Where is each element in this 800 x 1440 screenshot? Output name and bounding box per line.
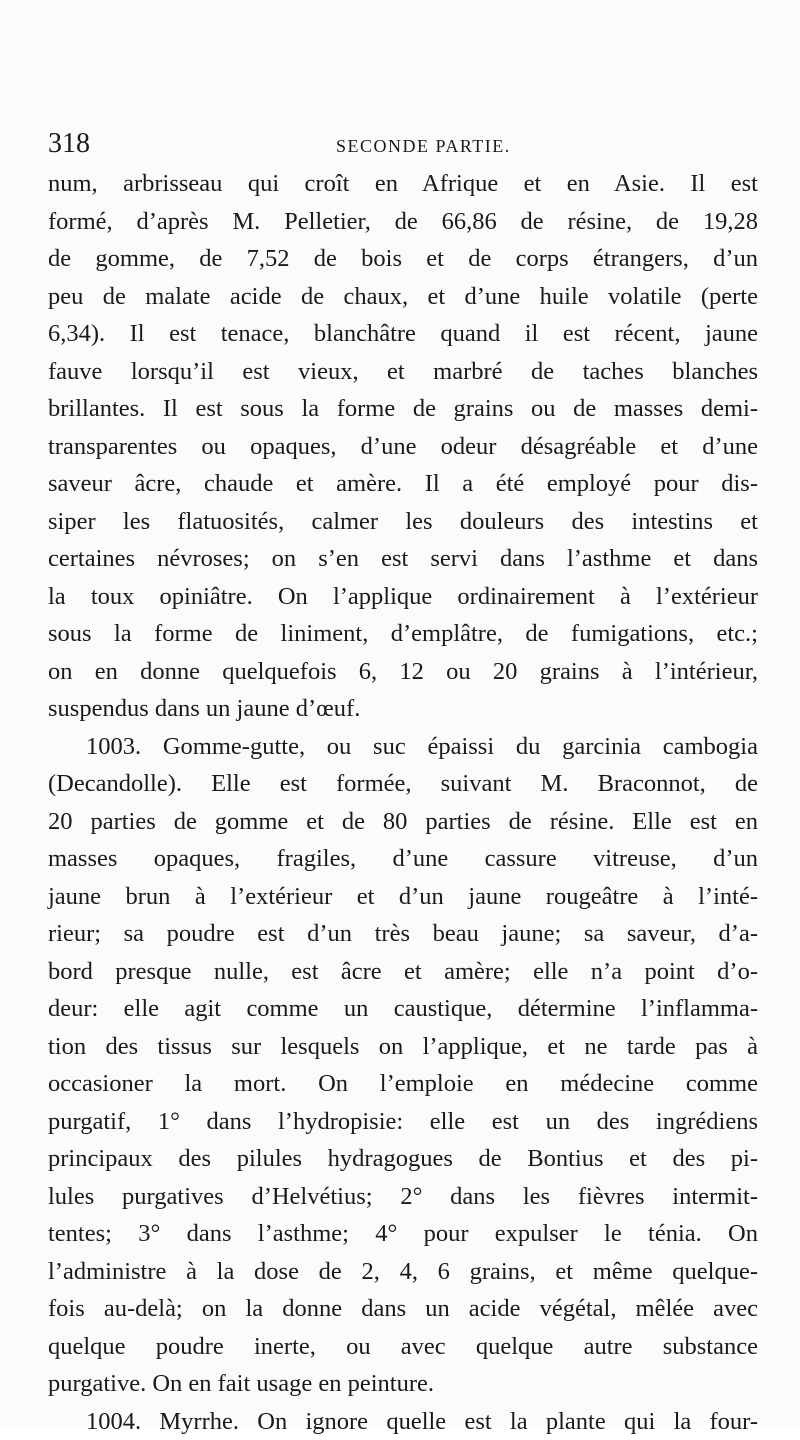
text-line: l’administre à la dose de 2, 4, 6 grains, et même quelque- (48, 1253, 758, 1291)
section-heading-line: 1004. Myrrhe. On ignore quelle est la plante qui la four- (48, 1403, 758, 1440)
text-line: rieur; sa poudre est d’un très beau jaune; sa saveur, d’a- (48, 915, 758, 953)
text-line: de gomme, de 7,52 de bois et de corps étrangers, d’un (48, 240, 758, 278)
text-line: saveur âcre, chaude et amère. Il a été employé pour dis- (48, 465, 758, 503)
section-heading-line: 1003. Gomme-gutte, ou suc épaissi du garcinia cambogia (48, 728, 758, 766)
text-line: principaux des pilules hydragogues de Bontius et des pi- (48, 1140, 758, 1178)
text-line: lules purgatives d’Helvétius; 2° dans les fièvres intermit- (48, 1178, 758, 1216)
text-line: formé, d’après M. Pelletier, de 66,86 de résine, de 19,28 (48, 203, 758, 241)
text-line: transparentes ou opaques, d’une odeur désagréable et d’une (48, 428, 758, 466)
text-line: on en donne quelquefois 6, 12 ou 20 grains à l’intérieur, (48, 653, 758, 691)
text-line: masses opaques, fragiles, d’une cassure vitreuse, d’un (48, 840, 758, 878)
text-line: tion des tissus sur lesquels on l’applique, et ne tarde pas à (48, 1028, 758, 1066)
running-title: SECONDE PARTIE. (336, 128, 511, 164)
text-line: deur: elle agit comme un caustique, détermine l’inflamma- (48, 990, 758, 1028)
text-line: bord presque nulle, est âcre et amère; elle n’a point d’o- (48, 953, 758, 991)
text-line: suspendus dans un jaune d’œuf. (48, 690, 758, 728)
text-line: fois au-delà; on la donne dans un acide végétal, mêlée avec (48, 1290, 758, 1328)
text-line: siper les flatuosités, calmer les douleurs des intestins et (48, 503, 758, 541)
text-line: 6,34). Il est tenace, blanchâtre quand il est récent, jaune (48, 315, 758, 353)
text-line: (Decandolle). Elle est formée, suivant M. Braconnot, de (48, 765, 758, 803)
text-line: sous la forme de liniment, d’emplâtre, de fumigations, etc.; (48, 615, 758, 653)
text-line: peu de malate acide de chaux, et d’une huile volatile (perte (48, 278, 758, 316)
text-line: quelque poudre inerte, ou avec quelque autre substance (48, 1328, 758, 1366)
page-number: 318 (48, 124, 90, 164)
text-line: fauve lorsqu’il est vieux, et marbré de taches blanches (48, 353, 758, 391)
text-line: num, arbrisseau qui croît en Afrique et en Asie. Il est (48, 165, 758, 203)
text-line: purgatif, 1° dans l’hydropisie: elle est un des ingrédiens (48, 1103, 758, 1141)
text-line: purgative. On en fait usage en peinture. (48, 1365, 758, 1403)
body-text (48, 165, 758, 1440)
page-header (48, 124, 758, 164)
text-line: jaune brun à l’extérieur et d’un jaune rougeâtre à l’inté- (48, 878, 758, 916)
text-line: 20 parties de gomme et de 80 parties de résine. Elle est en (48, 803, 758, 841)
text-line: certaines névroses; on s’en est servi dans l’asthme et dans (48, 540, 758, 578)
text-line: brillantes. Il est sous la forme de grains ou de masses demi- (48, 390, 758, 428)
text-line: tentes; 3° dans l’asthme; 4° pour expulser le ténia. On (48, 1215, 758, 1253)
text-line: occasioner la mort. On l’emploie en médecine comme (48, 1065, 758, 1103)
text-line: la toux opiniâtre. On l’applique ordinairement à l’extérieur (48, 578, 758, 616)
